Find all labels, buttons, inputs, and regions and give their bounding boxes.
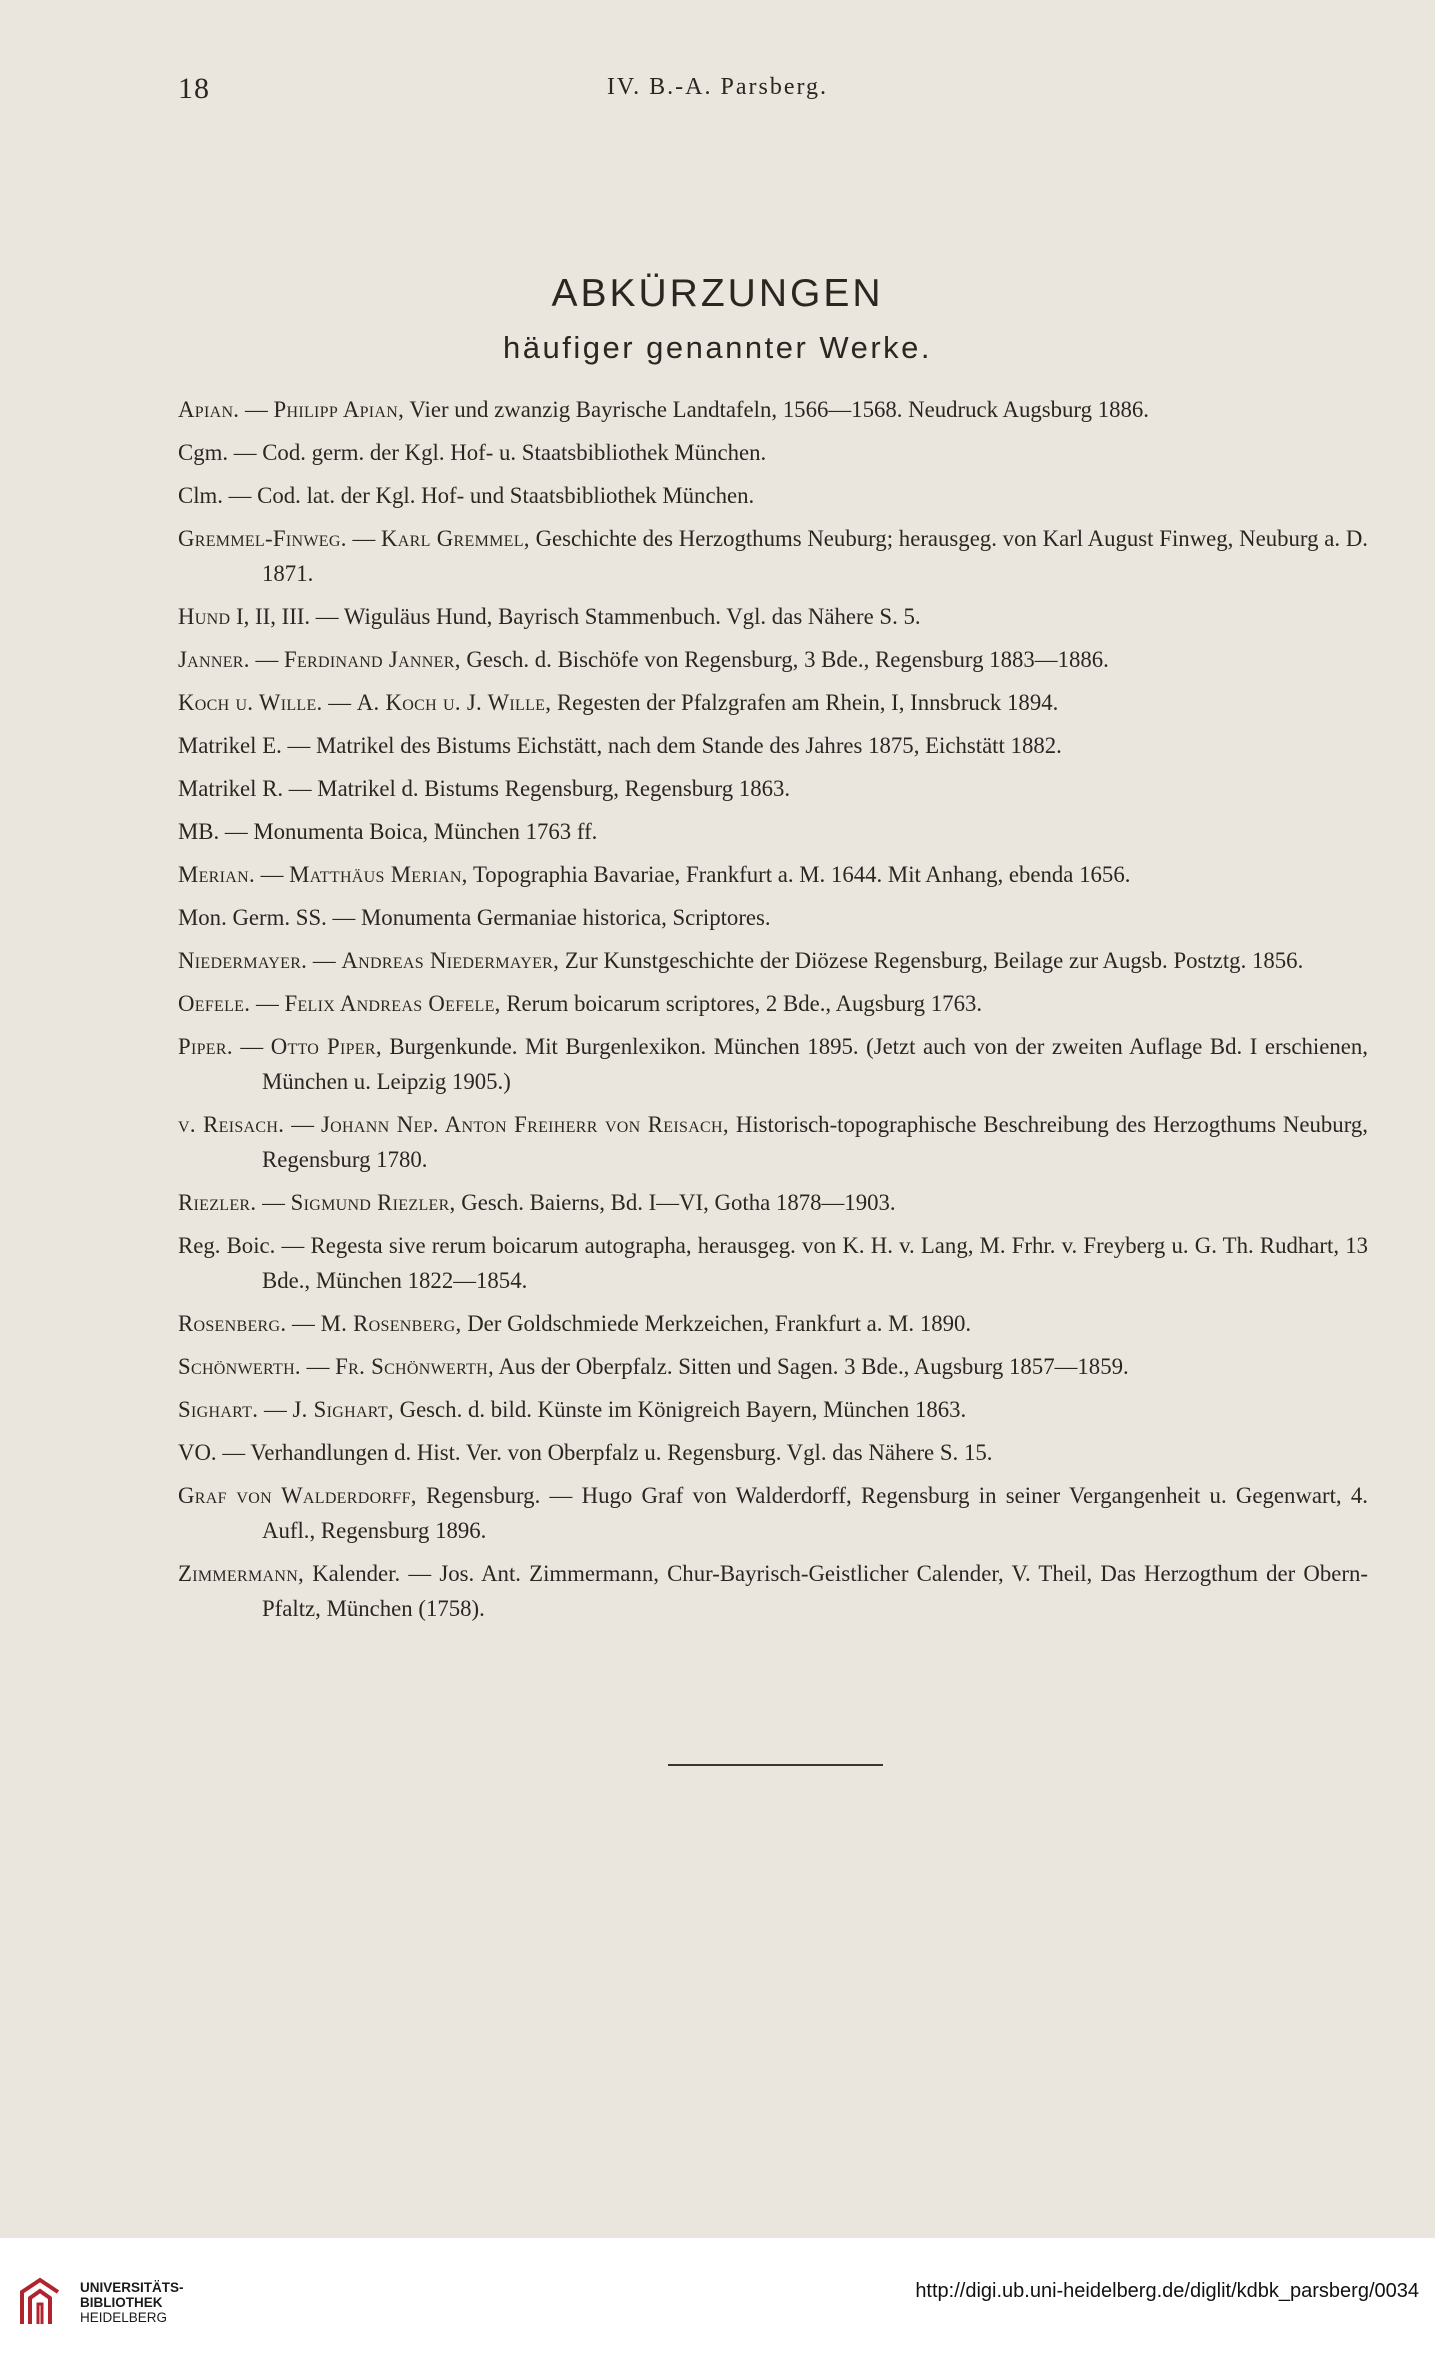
abbreviation-entry [178,771,1368,806]
entry-separator: — [254,862,290,887]
entry-abbreviation: Zimmermann, [178,1561,305,1586]
entry-abbreviation: Janner. [178,647,250,672]
entry-text: Gesch. d. Bischöfe von Regensburg, 3 Bde., Regensburg 1883—1886. [460,647,1109,672]
entry-separator: — [284,1112,321,1137]
entry-abbreviation: v. Reisach. [178,1112,285,1137]
source-url[interactable]: http://digi.ub.uni-heidelberg.de/diglit/kdbk_parsberg/0034 [915,2280,1419,2302]
abbreviation-entry [178,857,1368,892]
entry-author: Philipp Apian, [273,397,405,422]
end-rule [668,1764,883,1766]
entry-separator: — [346,526,382,551]
abbreviation-entry [178,1029,1368,1099]
entry-text: Mon. Germ. SS. — Monumenta Germaniae historica, Scriptores. [178,905,771,930]
abbreviation-entry [178,685,1368,720]
abbreviation-entry [178,478,1368,513]
abbreviation-entry [178,900,1368,935]
entry-abbreviation: Schönwerth. [178,1354,301,1379]
entry-author: Otto Piper, [270,1034,382,1059]
entry-text: Historisch-topographische Beschreibung des Herzogthums Neuburg, Regensburg 1780. [262,1112,1368,1172]
entry-separator: — [249,647,284,672]
entry-text: Gesch. d. bild. Künste im Königreich Bayern, München 1863. [393,1397,967,1422]
abbreviation-entry [178,521,1368,591]
entry-abbreviation: Niedermayer. [178,948,308,973]
entry-separator: — [307,948,342,973]
library-name-line3: HEIDELBERG [80,2310,168,2325]
running-title: IV. B.-A. Parsberg. [606,74,829,100]
abbreviation-entry [178,1228,1368,1298]
abbreviation-entry [178,392,1368,427]
entry-text: I, II, III. — Wiguläus Hund, Bayrisch Stammenbuch. Vgl. das Nähere S. 5. [230,604,921,629]
abbreviation-entry [178,1185,1368,1220]
page-number: 18 [178,72,210,105]
abbreviation-entry [178,814,1368,849]
abbreviation-entry [178,1107,1368,1177]
entry-text: Regesten der Pfalzgrafen am Rhein, I, Innsbruck 1894. [551,690,1059,715]
library-name-line2: BIBLIOTHEK [80,2295,163,2310]
abbreviation-entry [178,943,1368,978]
entry-author: Fr. Schönwerth, [335,1354,495,1379]
entry-author: Matthäus Merian, [289,862,468,887]
abbreviation-entry [178,435,1368,470]
abbreviation-entry [178,642,1368,677]
entry-text: MB. — Monumenta Boica, München 1763 ff. [178,819,598,844]
section-title: ABKÜRZUNGEN [551,272,884,315]
entry-abbreviation: Merian. [178,862,255,887]
entry-separator: — [232,1034,271,1059]
entry-author: Ferdinand Janner, [283,647,461,672]
entry-separator: — [250,991,285,1016]
entry-separator: — [256,1190,291,1215]
entry-author: Karl Gremmel, [381,526,530,551]
entry-text: Matrikel R. — Matrikel d. Bistums Regensburg, Regensburg 1863. [178,776,791,801]
entry-author: J. Sighart, [292,1397,394,1422]
abbreviation-entry [178,1392,1368,1427]
entry-author: A. Koch u. J. Wille, [356,690,552,715]
entry-abbreviation: Gremmel-Finweg. [178,526,347,551]
entry-abbreviation: Oefele. [178,991,251,1016]
abbreviation-entry [178,599,1368,634]
abbreviation-entry [178,1435,1368,1470]
abbreviation-entry [178,1478,1368,1548]
abbreviation-entry [178,1556,1368,1626]
entry-abbreviation: Riezler. [178,1190,257,1215]
entry-text: Geschichte des Herzogthums Neuburg; herausgeg. von Karl August Finweg, Neuburg a. D. 1871. [262,526,1369,586]
entry-separator: — [300,1354,336,1379]
entry-abbreviation: Rosenberg. [178,1311,287,1336]
abbreviation-entry [178,1306,1368,1341]
entry-text: Burgenkunde. Mit Burgenlexikon. München 1895. (Jetzt auch von der zweiten Auflage Bd. I erschienen, München u. Leipzig 1905.) [262,1034,1368,1094]
entry-abbreviation: Apian. [178,397,240,422]
library-name-line1: UNIVERSITÄTS- [80,2280,184,2295]
entry-author: M. Rosenberg, [320,1311,462,1336]
entry-abbreviation: Hund [178,604,231,629]
library-footer [0,2238,1435,2362]
entry-abbreviation: Koch u. Wille. [178,690,323,715]
entry-text: Kalender. — Jos. Ant. Zimmermann, Chur-Bayrisch-Geistlicher Calender, V. Theil, Das Herzogthum der Obern-Pfaltz, München (1758). [262,1561,1368,1621]
entry-text: Topographia Bavariae, Frankfurt a. M. 1644. Mit Anhang, ebenda 1656. [467,862,1131,887]
library-logo-icon [16,2274,64,2330]
entry-text: Der Goldschmiede Merkzeichen, Frankfurt a. M. 1890. [461,1311,972,1336]
abbreviation-entry [178,986,1368,1021]
entry-text: Matrikel E. — Matrikel des Bistums Eichstätt, nach dem Stande des Jahres 1875, Eichstätt 1882. [178,733,1062,758]
entry-text: Vier und zwanzig Bayrische Landtafeln, 1566—1568. Neudruck Augsburg 1886. [404,397,1149,422]
entry-author: Sigmund Riezler, [290,1190,456,1215]
entry-author: Andreas Niedermayer, [341,948,560,973]
entry-text: Cgm. — Cod. germ. der Kgl. Hof- u. Staatsbibliothek München. [178,440,767,465]
entry-separator: — [239,397,274,422]
abbreviation-entry [178,728,1368,763]
entry-text: Gesch. Baierns, Bd. I—VI, Gotha 1878—1903. [455,1190,896,1215]
entry-text: Regensburg. — Hugo Graf von Walderdorff, Regensburg in seiner Vergangenheit u. Gegenwart, 4. Aufl., Regensburg 1896. [262,1483,1368,1543]
entry-separator: — [258,1397,293,1422]
entry-abbreviation: Sighart. [178,1397,259,1422]
entry-abbreviation: Piper. [178,1034,233,1059]
entry-text: Clm. — Cod. lat. der Kgl. Hof- und Staatsbibliothek München. [178,483,755,508]
library-name [80,2280,184,2325]
entry-text: Rerum boicarum scriptores, 2 Bde., Augsburg 1763. [500,991,983,1016]
entry-separator: — [322,690,357,715]
entry-text: Aus der Oberpfalz. Sitten und Sagen. 3 Bde., Augsburg 1857—1859. [494,1354,1129,1379]
entry-text: VO. — Verhandlungen d. Hist. Ver. von Oberpfalz u. Regensburg. Vgl. das Nähere S. 15. [178,1440,993,1465]
entry-abbreviation: Graf von Walderdorff, [178,1483,417,1508]
abbreviation-entry [178,1349,1368,1384]
entry-author: Johann Nep. Anton Freiherr von Reisach, [320,1112,729,1137]
abbreviation-list [178,392,1368,1634]
entry-author: Felix Andreas Oefele, [284,991,501,1016]
entry-text: Reg. Boic. — Regesta sive rerum boicarum autographa, herausgeg. von K. H. v. Lang, M. Frhr. v. Freyberg u. G. Th. Rudhart, 13 Bde., München 1822—1854. [178,1233,1368,1293]
entry-separator: — [286,1311,321,1336]
section-subtitle: häufiger genannter Werke. [503,330,932,365]
entry-text: Zur Kunstgeschichte der Diözese Regensburg, Beilage zur Augsb. Postztg. 1856. [559,948,1304,973]
